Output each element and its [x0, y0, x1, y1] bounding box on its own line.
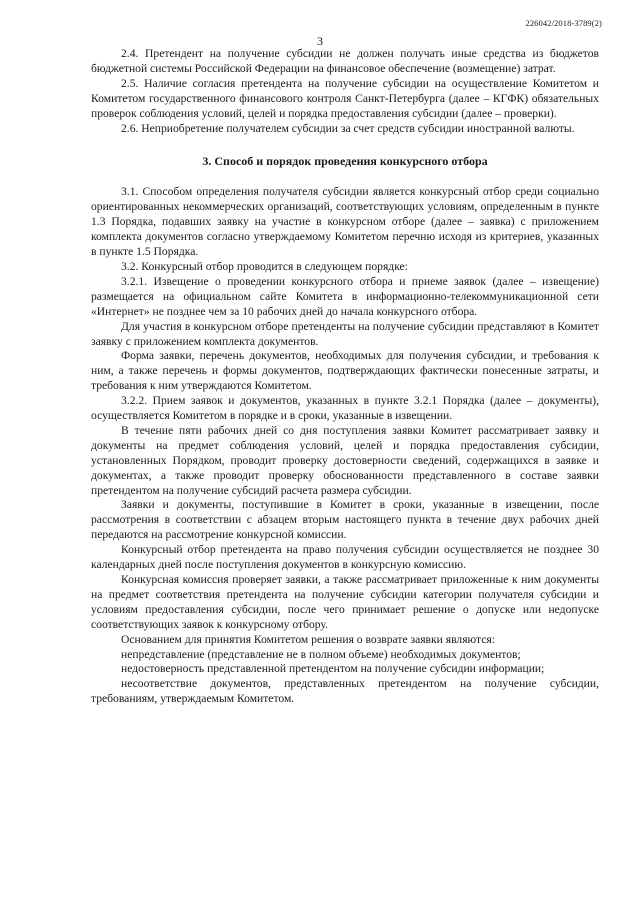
document-body: [91, 47, 599, 707]
paragraph-return-grounds: Основанием для принятия Комитетом решения о возврате заявки являются:: [121, 632, 495, 646]
paragraph-2-4: 2.4. Претендент на получение субсидии не должен получать иные средства из бюджетов бюджетной системы Российской Федерации на финансовое обеспечение (возмещение) затрат.: [91, 47, 599, 75]
paragraph-3-1: 3.1. Способом определения получателя субсидии является конкурсный отбор среди социально ориентированных некоммерческих организаций, соответствующих условиям, определенным в пункте 1.3 Порядка, подавших заявку на участие в конкурсном отборе (далее – заявка) с приложением комплекта документов согласно утверждаемому Комитетом перечню исходя из критериев, указанных в пункте 1.5 Порядка.: [91, 185, 599, 259]
paragraph-3-2-2: 3.2.2. Прием заявок и документов, указанных в пункте 3.2.1 Порядка (далее – документы), осуществляется Комитетом в порядке и в сроки, указанные в извещении.: [91, 394, 599, 423]
paragraph-3-2-1: 3.2.1. Извещение о проведении конкурсного отбора и приеме заявок (далее – извещение) размещается на официальном сайте Комитета в информационно-телекоммуникационной сети «Интернет» не позднее чем за 10 рабочих дней до начала конкурсного отбора.: [91, 274, 599, 318]
paragraph-3-2: 3.2. Конкурсный отбор проводится в следующем порядке:: [121, 259, 408, 273]
paragraph-commission-review: Конкурсная комиссия проверяет заявки, а также рассматривает приложенные к ним документы на предмет соответствия претендента на получение субсидии категории получателя субсидии и условиям предоставления субсидии, после чего принимает решение о допуске или недопуске соответствующих заявок к конкурсному отбору.: [91, 573, 599, 631]
paragraph-2-6: 2.6. Неприобретение получателем субсидии за счет средств субсидии иностранной валюты.: [121, 121, 575, 135]
list-item-inaccuracy: недостоверность представленной претендентом на получение субсидии информации;: [121, 662, 545, 676]
paragraph-review-period: В течение пяти рабочих дней со дня поступления заявки Комитет рассматривает заявку и документы на предмет соблюдения условий, целей и порядка предоставления субсидии, установленных Порядком, проводит проверку достоверности сведений, содержащихся в заявке и документах, а также проводит проверку обоснованности представленного в составе заявки претендентом на получение субсидий расчета размера субсидии.: [91, 423, 599, 497]
page-number: 3: [317, 34, 323, 48]
list-item-noncompliance: несоответствие документов, представленных претендентом на получение субсидии, требованиям, утверждаемым Комитетом.: [91, 677, 599, 706]
document-id: 226042/2018-3789(2): [525, 18, 602, 28]
paragraph-application-form: Форма заявки, перечень документов, необходимых для получения субсидии, и требования к ним, а также перечень и формы документов, подтверждающих фактически понесенные затраты, и требования к ним утверждаются Комитетом.: [91, 349, 599, 393]
paragraph-2-5: 2.5. Наличие согласия претендента на получение субсидии на осуществление Комитетом и Комитетом государственного финансового контроля Санкт-Петербурга (далее – КГФК) обязательных проверок соблюдения условий, целей и порядка предоставления субсидии (далее – проверки).: [91, 76, 599, 120]
paragraph-transfer-to-commission: Заявки и документы, поступившие в Комитет в сроки, указанные в извещении, после рассмотрения в соответствии с абзацем вторым настоящего пункта в течение двух рабочих дней передаются на рассмотрение конкурсной комиссии.: [91, 498, 599, 542]
section-3-heading: 3. Способ и порядок проведения конкурсного отбора: [202, 154, 488, 169]
paragraph-participation: Для участия в конкурсном отборе претенденты на получение субсидии представляют в Комитет заявку с приложением комплекта документов.: [91, 319, 599, 348]
list-item-nonsubmission: непредставление (представление не в полном объеме) необходимых документов;: [121, 647, 521, 661]
paragraph-selection-deadline: Конкурсный отбор претендента на право получения субсидии осуществляется не позднее 30 календарных дней после поступления документов в конкурсную комиссию.: [91, 543, 599, 572]
